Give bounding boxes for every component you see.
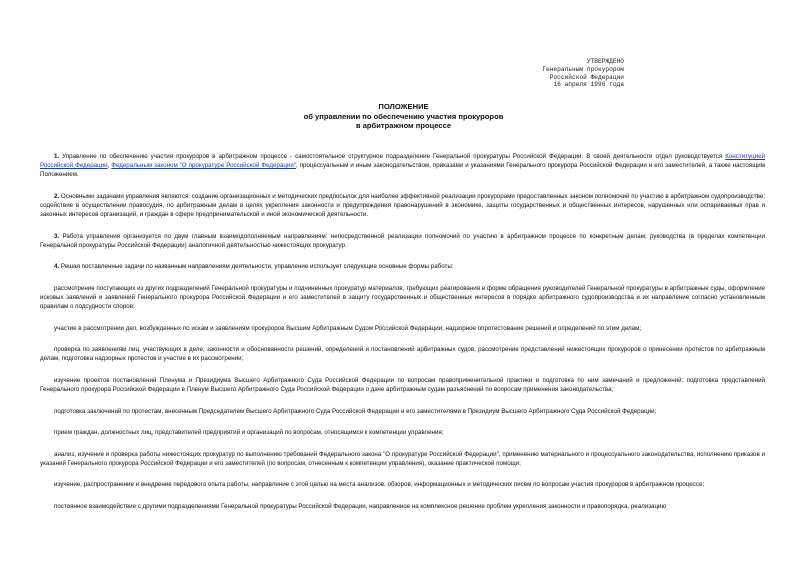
- paragraph-number: 2.: [54, 192, 60, 200]
- paragraph-number: 1.: [54, 153, 60, 160]
- constitution-link[interactable]: Конституцией Российской Федерации: [40, 153, 765, 170]
- approval-line: УТВЕРЖДЕНО: [586, 58, 624, 65]
- list-item: рассмотрение поступающих из других подразделений Генеральной прокуратуры и подчиненных прокуратур материалов, требующих реагирования в форме обращения руководителей Генеральной прокуратуры в арбитражные суды, оформление исковых заявлений и заявлений Генерального прокурора Российской Федерации и его заместителей в защиту государственных и общественных интересов в порядке арбитражного судопроизводства и их направление согласно установленным правилам о подсудности споров;: [40, 284, 765, 311]
- approval-stamp: [512, 58, 624, 89]
- list-item: прием граждан, должностных лиц, представителей предприятий и организаций по вопросам, относящимся к компетенции управления;: [54, 429, 444, 437]
- title-line: ПОЛОЖЕНИЕ: [378, 102, 429, 111]
- approval-line: 16 апреля 1996 года: [553, 81, 624, 89]
- link-separator: ,: [107, 162, 112, 170]
- paragraph-text: Управление по обеспечению участия прокуроров в арбитражном процессе - самостоятельное структурное подразделение Генеральной прокуратуры Российской Федерации. В своей деятельности отдел руководствуется: [59, 153, 726, 160]
- document-body: [40, 152, 765, 524]
- list-item: постоянное взаимодействие с другими подразделениями Генеральной прокуратуры Российской Федерации, направленное на комплексное решение проблем укрепления законности и правопорядка, реализацию: [54, 503, 667, 511]
- list-item: изучение, распространение и внедрение передового опыта работы, направление с этой целью на места анализов, обзоров, информационных и методических писем по вопросам участия прокуроров в арбитражном процессе;: [54, 481, 705, 489]
- list-item: участие в рассмотрении дел, возбужденных по искам и заявлениям прокуроров Высшим Арбитражным Судом Российской Федерации; надзорное опротестование решений и определений по этим делам;: [54, 324, 642, 332]
- list-item: анализ, изучение и проверка работы нижестоящих прокуратур по выполнению требований Федерального закона "О прокуратуре Российской Федерации", применению материального и процессуального законодательства, исполнению приказов и указаний Генерального прокурора Российской Федерации и его заместителей (по вопросам, отнесенным к компетенции управления), оказание практической помощи;: [40, 450, 765, 467]
- prosecution-law-link[interactable]: Федеральным законом "О прокуратуре Российской Федерации": [111, 162, 296, 170]
- list-item: проверка по заявлениям лиц, участвующих в деле, законности и обоснованности решений, определений и постановлений арбитражных судов, рассмотрение представлений нижестоящих прокуроров о принесении протестов по арбитражным делам, подготовка надзорных протестов и участие в их рассмотрении;: [40, 346, 765, 363]
- paragraph-text: Основными задачами управления являются: создание организационных и методических предпосылок для наиболее эффективной реализации прокурорами предоставленных законом полномочий по участию в арбитражном судопроизводстве; содействие в осуществлении правосудия, по арбитражным делам в целях укрепления законности и предупреждения правонарушений в экономике, защиты государственных и общественных интересов, нарушенных или оспариваемых прав и законных интересов организаций, и граждан в сфере предпринимательской и иной экономической деятельности.: [40, 192, 765, 218]
- approval-line: Российской Федерации: [549, 73, 624, 81]
- list-item: изучение проектов постановлений Пленума и Президиума Высшего Арбитражного Суда Российской Федерации по вопросам правоприменительной практики и подготовка по ним замечаний и предложений; подготовка представлений Генерального прокурора Российской Федерации в Пленум Высшего Арбитражного Суда Российской Федерации о даче арбитражным судам разъяснений по вопросам применения законодательства;: [40, 376, 765, 393]
- title-line: об управлении по обеспечению участия прокуроров: [303, 111, 504, 121]
- document-title: [0, 102, 807, 131]
- list-item: подготовка заключений по протестам, внесенным Председателем Высшего Арбитражного Суда Российской Федерации и его заместителями в Президиум Высшего Арбитражного Суда Российской Федерации;: [54, 407, 657, 415]
- paragraph-3: [40, 232, 765, 250]
- paragraph-1: [40, 152, 765, 179]
- paragraph-2: [40, 192, 765, 219]
- paragraph-4: [40, 262, 765, 271]
- paragraph-text: , процессуальным и иным законодательством, приказами и указаниями Генерального прокурора Российской Федерации и его заместителей, а также настоящим Положением.: [40, 162, 765, 179]
- approval-line: Генеральным прокурором: [542, 65, 624, 73]
- paragraph-text: Работа управления организуется по двум главным взаимодополняемым направлениям: непосредственной реализации полномочий по участию в арбитражном процессе по конкретным делам; руководства (в пределах компетенции Генеральной прокуратуры Российской Федерации) аналогичной деятельностью нижестоящих прокуратур.: [40, 232, 765, 249]
- paragraph-text: Решая поставленные задачи по названным направлениям деятельности, управление использует следующие основные формы работы:: [59, 263, 454, 271]
- paragraph-number: 4.: [54, 263, 60, 271]
- title-line: в арбитражном процессе: [355, 121, 452, 130]
- paragraph-number: 3.: [54, 232, 60, 240]
